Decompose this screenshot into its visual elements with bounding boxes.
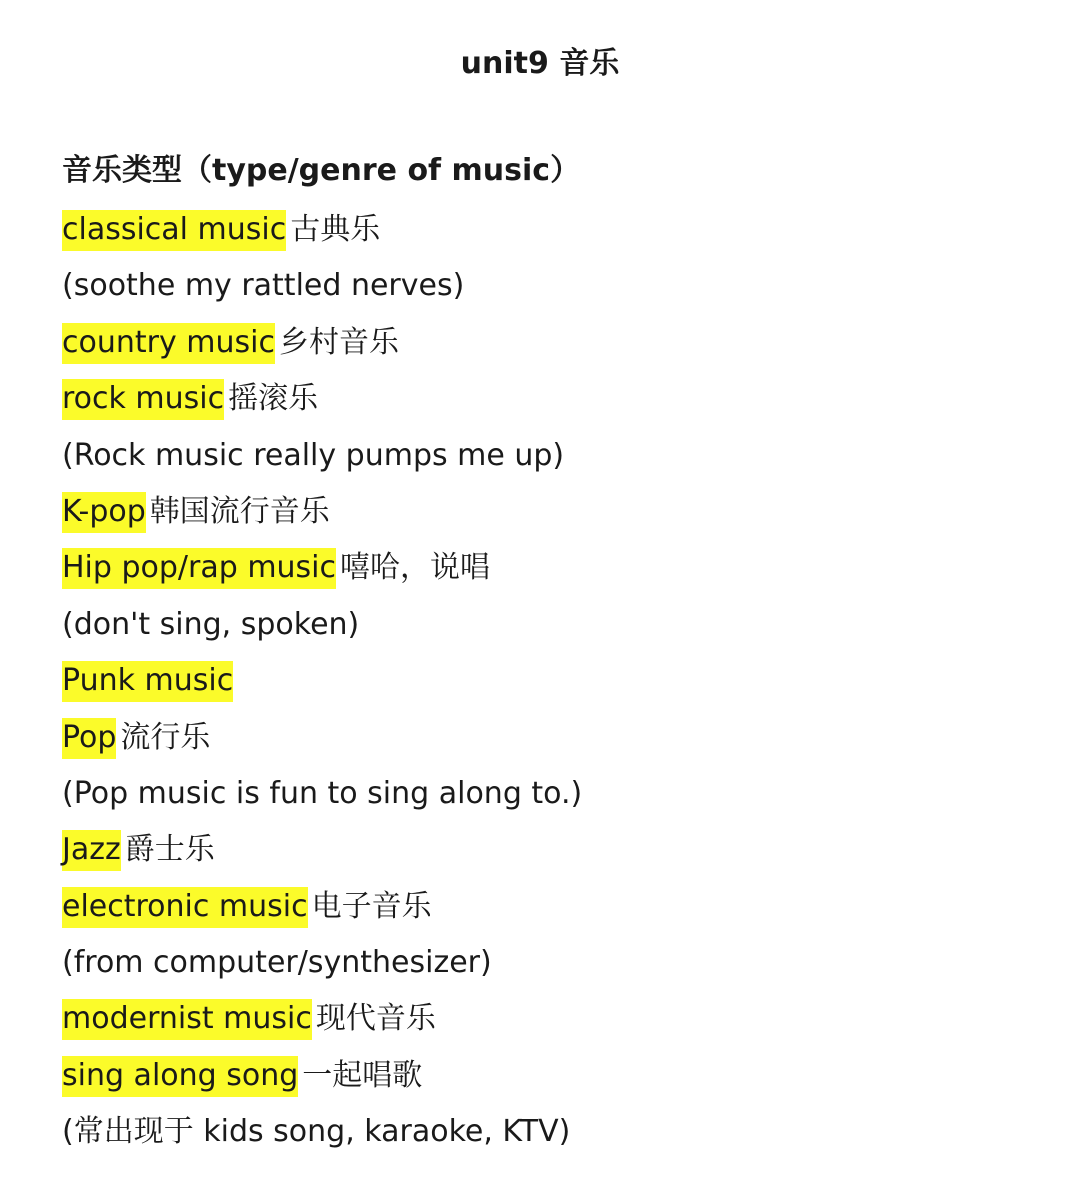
example-note: (don't sing, spoken) (62, 606, 360, 642)
vocab-term: Jazz (62, 830, 121, 871)
vocab-term: K-pop (62, 492, 146, 533)
vocab-translation: 爵士乐 (124, 832, 215, 868)
example-note: (常出现于 kids song, karaoke, KTV) (62, 1114, 571, 1150)
vocab-translation: 乡村音乐 (278, 324, 399, 360)
section-heading: 音乐类型（type/genre of music） (62, 153, 581, 188)
vocab-entry (62, 371, 1060, 427)
vocab-entry (62, 710, 1060, 766)
vocab-entry (62, 315, 1060, 371)
example-note: (Pop music is fun to sing along to.) (62, 775, 583, 811)
vocab-translation: 韩国流行音乐 (149, 493, 330, 529)
vocab-entry (62, 653, 1060, 709)
example-note: (from computer/synthesizer) (62, 945, 492, 981)
vocab-term: sing along song (62, 1056, 298, 1097)
vocab-entry (62, 1048, 1060, 1104)
vocab-translation: 古典乐 (290, 212, 381, 247)
example-note: (soothe my rattled nerves) (62, 268, 465, 304)
vocab-translation: 摇滚乐 (228, 381, 319, 417)
vocab-term: electronic music (62, 887, 308, 928)
document-title: unit9 音乐 (460, 46, 620, 81)
vocab-entry (62, 822, 1060, 878)
vocab-translation: 电子音乐 (311, 888, 432, 924)
vocab-term: rock music (62, 379, 224, 420)
music-genres-section (62, 146, 1060, 1161)
vocab-entry (62, 879, 1060, 935)
vocab-term: modernist music (62, 999, 312, 1040)
vocab-term: Hip pop/rap music (62, 548, 336, 589)
vocab-translation: 现代音乐 (315, 1001, 436, 1037)
example-note: (Rock music really pumps me up) (62, 437, 565, 473)
vocab-entry (62, 540, 1060, 596)
vocab-entry (62, 202, 1060, 258)
vocab-translation: 嘻哈，说唱 (340, 550, 491, 586)
vocab-term: country music (62, 323, 275, 364)
vocab-term: Pop (62, 718, 116, 759)
vocab-term: Punk music (62, 661, 233, 702)
vocab-translation: 流行乐 (120, 719, 211, 755)
vocab-entry (62, 991, 1060, 1047)
vocab-term: classical music (62, 210, 286, 251)
vocab-entry (62, 484, 1060, 540)
vocab-translation: 一起唱歌 (302, 1057, 423, 1093)
